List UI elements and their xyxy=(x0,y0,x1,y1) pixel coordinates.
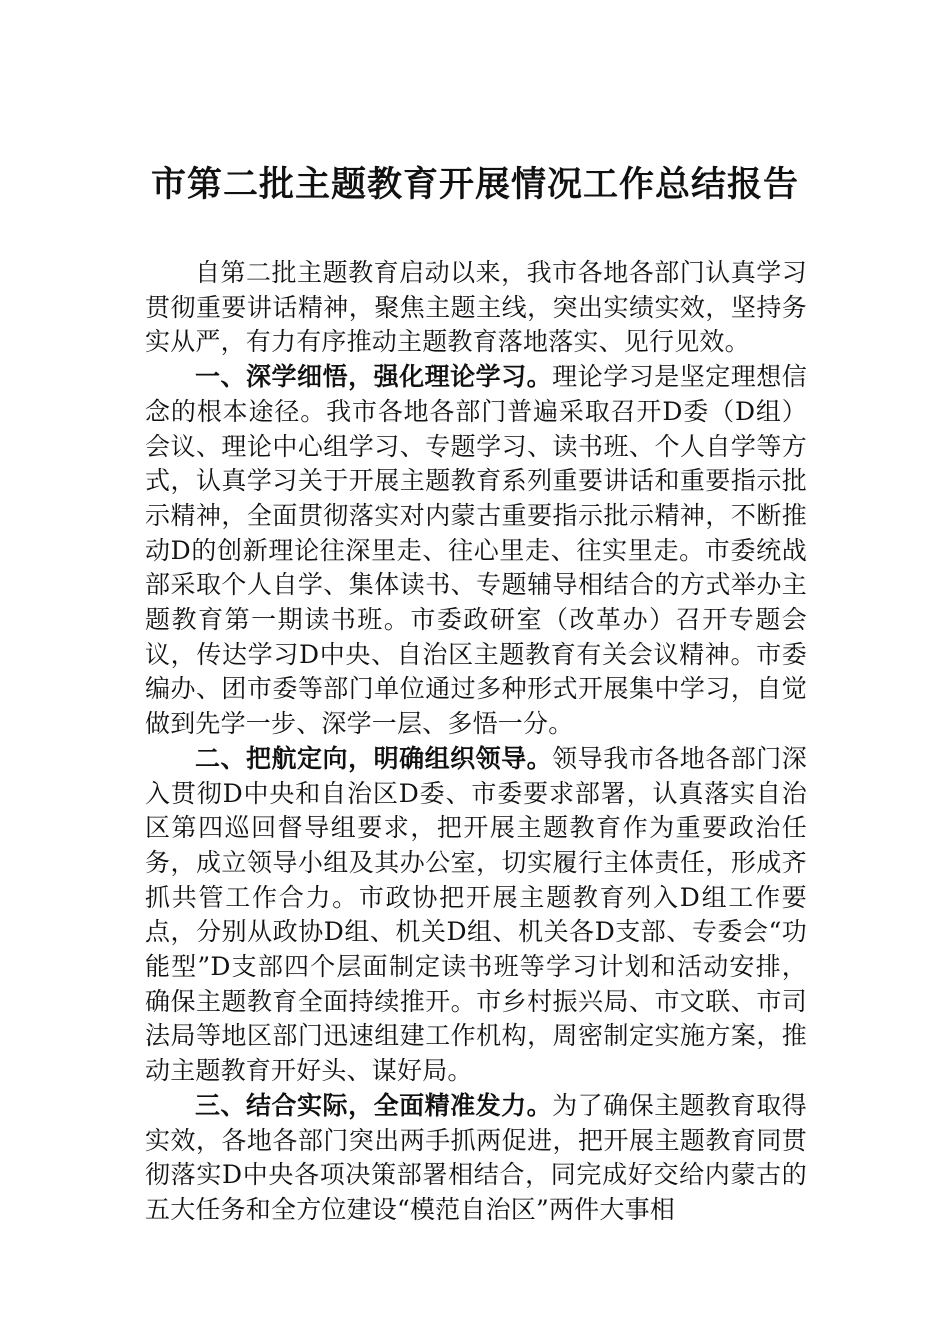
section-text-1: 理论学习是坚定理想信念的根本途径。我市各地各部门普遍采取召开D委（D组）会议、理论中心组学习、专题学习、读书班、个人自学等方式，认真学习关于开展主题教育系列重要讲话和重要指示批示精神，全面贯彻落实对内蒙古重要指示批示精神，不断推动D的创新理论往深里走、往心里走、往实里走。市委统战部采取个人自学、集体读书、专题辅导相结合的方式举办主题教育第一期读书班。市委政研室（改革办）召开专题会议，传达学习D中央、自治区主题教育有关会议精神。市委编办、团市委等部门单位通过多种形式开展集中学习，自觉做到先学一步、深学一层、多悟一分。 xyxy=(145,362,807,739)
intro-paragraph: 自第二批主题教育启动以来，我市各地各部门认真学习贯彻重要讲话精神，聚焦主题主线，突出实绩实效，坚持务实从严，有力有序推动主题教育落地落实、见行见效。 xyxy=(145,258,807,357)
document-title: 市第二批主题教育开展情况工作总结报告 xyxy=(150,164,799,205)
section-text-2: 领导我市各地各部门深入贯彻D中央和自治区D委、市委要求部署，认真落实自治区第四巡回督导组要求，把开展主题教育作为重要政治任务，成立领导小组及其办公室，切实履行主体责任，形成齐抓共管工作合力。市政协把开展主题教育列入D组工作要点，分别从政协D组、机关D组、机关各D支部、专委会“功能型”D支部四个层面制定读书班等学习计划和活动安排，确保主题教育全面持续推开。市乡村振兴局、市文联、市司法局等地区部门迅速组建工作机构，周密制定实施方案，推动主题教育开好头、谋好局。 xyxy=(145,743,807,1086)
section-heading-3: 三、结合实际，全面精准发力。 xyxy=(195,1090,553,1120)
section-paragraph-3 xyxy=(145,1089,807,1228)
section-text-3: 为了确保主题教育取得实效，各地各部门突出两手抓两促进，把开展主题教育同贯彻落实D中央各项决策部署相结合，同完成好交给内蒙古的五大任务和全方位建设“模范自治区”两件大事相 xyxy=(145,1090,807,1224)
section-paragraph-2 xyxy=(145,742,807,1089)
document-body xyxy=(145,256,807,1228)
section-paragraph-1 xyxy=(145,360,807,742)
section-heading-2: 二、把航定向，明确组织领导。 xyxy=(195,743,553,773)
section-heading-1: 一、深学细悟，强化理论学习。 xyxy=(195,362,553,392)
